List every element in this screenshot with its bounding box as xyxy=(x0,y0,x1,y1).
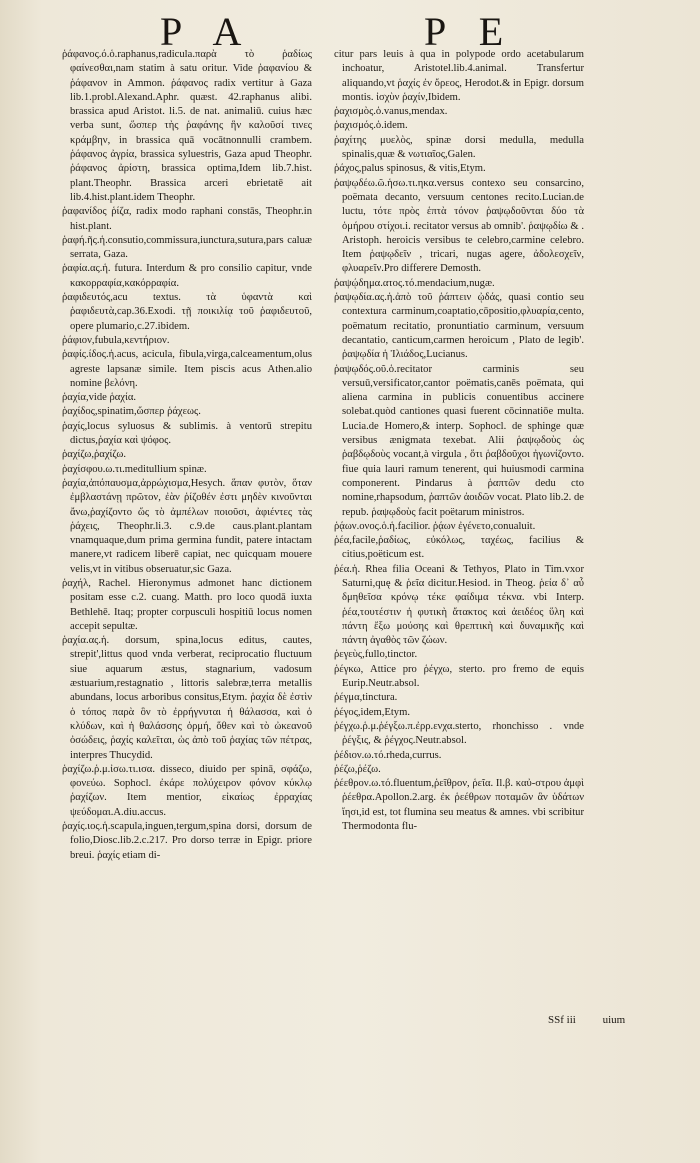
dictionary-entry: ῥαχήλ, Rachel. Hieronymus admonet hanc dictionem positam esse c.2. cuang. Matth. pro loco quodā iuxta Bethlehē. Itaq; propter corpusculi hospitiū locus nomen accepit sepultæ. xyxy=(62,577,312,632)
dictionary-entry: ῥέδιον.ω.τό.rheda,currus. xyxy=(334,749,442,761)
signature-mark: SSf iii xyxy=(548,1014,576,1026)
dictionary-entry: ῥεγεὺς,fullo,tinctor. xyxy=(334,649,418,661)
dictionary-entry: ῥαψῳδέω.ῶ.ἡσω.τι.ηκα.versus contexo seu consarcino, poëmata decanto, versuum centones recito.Lucian.de luctu, τότε πρὸς ἑπτὰ τόνον ῥαψῳδοῦνται δύο τὰ ὁμήρου στίχοι.i. recitator versus ab omnib'. ῥαψῳδίω & . Aristoph. heroicis versibus te celebro,carmine celebro. Item ῥαψῳδεῖν , tricari, nugas agere, ἀδολεσχεῖν, φλυαρεῖν.Pro differere Demosth. xyxy=(334,177,584,275)
dictionary-entry: ῥαχίσφου.ω.τι.meditullium spinæ. xyxy=(62,463,207,475)
dictionary-entry: ῥάφιον,fubula,κεντήριον. xyxy=(62,334,170,346)
dictionary-entry: ῥαψῳδός.οῦ.ὁ.recitator carminis seu versuū,versificator,cantor poëmatis,canēs poëmata, qui aliena carmina in publicis conuentibus accinere solebat.quòd cantiones quasi fuerent cōcinnatiōe multa. Lucia.de Homero,& interp. Sophocl. de sphinge quæ versibus ænigmata texebat. Alii ῥαψῳδοὺς ὡς ῥαβδῳδοὺς vocant,à virgula , ὅτι ῥαβδοῦχοι ἠγωνίζοντο. fiue quia lauri ramum tenerent, qui huiusmodi carmina componerent. Pindarus à ῥαπτῶν dedu cto nomine,rhapsodum, ῥαπτῶν ἀοιδῶν vocat. Plato lib.2. de repub. ῥαψῳδοὺς facit poëtarum ministros. xyxy=(334,363,584,518)
dictionary-entry: ῥαφανίδος ῥίζα, radix modo raphani constās, Theophr.in hist.plant. xyxy=(62,206,312,232)
dictionary-entry: ῥέγκω, Attice pro ῥέγχω, sterto. pro fremo de equis Eurip.Neutr.absol. xyxy=(334,663,584,690)
header-letters-right: P E xyxy=(424,9,516,54)
right-column xyxy=(334,48,584,834)
dictionary-entry: ῥαχισμός.ὁ.idem. xyxy=(334,120,408,132)
dictionary-entry: ῥαχία.ας.ἡ. dorsum, spina,locus editus, cautes, strepit',littus quod vnda verberat, reciprocatio fluctuum siue aquarum æstus, stagnarium, vadosum æstuarium,restagnatio , littoris salebræ,terra metallis abundans, locus arboribus consitus,Etym. ῥαχία δὲ ἐστὶν ὁ τόπος παρὰ ὃν τὸ ἐρρήγνυται ἡ θάλασσα, καὶ ὁ κλύδων, καὶ ἡ θαλάσσης ὁρμή, ὅθεν καὶ τὸ ὠκεανοῦ ὀσώδεις, ῥαχίς καλεῖται, ὡς ἀπὸ τοῦ ῥαχίας τῶν πέτρας, interpres Thucydid. xyxy=(62,635,312,761)
dictionary-entry: ῥαχίς,locus syluosus & sublimis. à ventorū strepitu dictus,ῥαχία καὶ ψόφος. xyxy=(62,420,312,447)
dictionary-entry: ῥαχίζω.ῥ.μ.ἰσω.τι.ισα. disseco, diuido per spinā, σφάζω, φονεύω. Sophocl. ἐκάρε πολύχειρον φόνον κύκλῳ ῥαχίζων. Item mentior, εἰκαίως ἐρραχίας ψεύδομαι.A.diu.accus. xyxy=(62,763,312,818)
dictionary-entry: ῥαχία,vide ῥαχία. xyxy=(62,392,137,404)
header-letters-left: P A xyxy=(160,9,254,54)
left-column xyxy=(62,48,312,863)
dictionary-entry: ῥαχισμὸς.ὁ.vanus,mendax. xyxy=(334,106,448,118)
dictionary-entry: ῥαφία.ας.ἡ. futura. Interdum & pro consilio capitur, vnde κακορραφία,κακόρραφία. xyxy=(62,263,312,289)
dictionary-entry: ῥαχία,ἀπόπαυσμα,ἀρρώχισμα,Hesych. ἅπαν φυτὸν, ὅταν ἐμβλαστάνῃ πρῶτον, ἐὰν ῥίζοθέν ἐστι μηδὲν κινοῦνται ἄνω,ῥαχίζοντο ὥς τὸ ἀμπέλων ποιοῦσι, ἀφιέντες τὰς ῥάχεις, Theophr.li.3. c.9.de caus.plant.plantam vnamquaque,dum prima germina fundit, patere intactam manere,vt radicem liberē capiat, nec quicquam mouere velis,vt in vitibus obseruatur,sic Gaza. xyxy=(62,477,312,575)
dictionary-entry: ῥαχίς.ιος.ἡ.scapula,inguen,tergum,spina dorsi, dorsum de folio,Diosc.lib.2.c.217. Pro dorso terræ in Epigr. priore breui. ῥαχίς etiam di- xyxy=(62,821,312,861)
dictionary-entry: ῥαψῴδημα.ατος.τό.mendacium,nugæ. xyxy=(334,277,495,289)
dictionary-entry: ῥαψῳδία.ας.ἡ.ἀπὸ τοῦ ῥάπτειν ᾠδάς, quasi contio seu contextura carminum,coaptatio,cōpositio,φλυαρία,cento, poëmatum recitatio, pronuntiatio carminum, versuum decantatio, canticum,carmen heroicum , Plato de legib'. ῥαψῳδία ἡ Ἰλιάδος,Lucianus. xyxy=(334,292,584,361)
dictionary-entry: ῥέα.ἡ. Rhea filia Oceani & Tethyos, Plato in Tim.vxor Saturni,quę & ῥεῖα dicitur.Hesiod. in Theog. ῥεία δ᾽ αὖ δμηθεῖσα κρόνῳ τέκε φαίδιμα τέκνα. vbi Interp. ῥέα,τουτέστιν ἡ φυτικὴ ἄτακτος καὶ ἀειδέος ὕλη καὶ πάντη ἔξω μούσης καὶ θρεπτικὴ καὶ δυναμικῆς καὶ πάντη ἀγαθὸς τῶν ζώων. xyxy=(334,563,584,647)
dictionary-entry: ῥαφή.ῆς.ἡ.consutio,commissura,iunctura,sutura,pars caluæ serrata, Gaza. xyxy=(62,234,312,261)
catchword: uium xyxy=(602,1014,626,1026)
dictionary-entry: ῥέα,facile,ῥαδίως, εὐκόλως, ταχέως, facilius & citius,poëticum est. xyxy=(334,535,584,561)
dictionary-entry: ῥέζω,ῥέζω. xyxy=(334,763,381,775)
dictionary-entry: ῥέγχω.ῥ.μ.ῥέγξω.π.ἐρρ.ενχα.sterto, rhonchisso . vnde ῥέγξις, & ῥέγχος.Neutr.absol. xyxy=(334,720,584,747)
dictionary-entry: ῥάχος,palus spinosus, & vitis,Etym. xyxy=(334,163,486,175)
page-footer xyxy=(548,1014,649,1026)
dictionary-entry: ῥέεθρον.ω.τό.fluentum,ῥεῖθρον, ῥεῖα. Il.β. καὐ-στρου ἀμφὶ ῥέεθρα.Apollon.2.arg. ἐκ ῥεέθρων ποταμῶν ἃν ὑδάτων ἴησι,id est, tot flumina seu meatus & amnes. vbi scribitur Thermodonta flu- xyxy=(334,778,584,833)
dictionary-entry: ῥαφιδευτός,acu textus. τὰ ὑφαντὰ καὶ ῥαφιδευτὰ,cap.36.Exodi. τῇ ποικιλίᾳ τοῦ ῥαφιδευτοῦ, opere plumario,c.27.ibidem. xyxy=(62,292,312,332)
dictionary-entry: ῥαφίς.ίδος.ἡ.acus, acicula, fibula,virga,calceamentum,olus agreste lapsanæ simile. Item piscis acus Athen.alio nomine βελόνη. xyxy=(62,349,312,389)
dictionary-entry: ῥαχίδος,spinatim,ὥσπερ ῥάχεως. xyxy=(62,406,201,418)
dictionary-entry: citur pars leuis à qua in polypode ordo acetabularum inchoatur, Aristotel.lib.4.animal. Transfertur aliquando,vt ῥαχίς ἐν ὄρεος, Herodot.& in Epigr. dorsum montis. ἰσχὺν ῥαχίν,Ibidem. xyxy=(334,49,584,103)
dictionary-entry: ῥαχίτης μυελὸς, spinæ dorsi medulla, medulla spinalis,quæ & νωτιαῖος,Galen. xyxy=(334,134,584,161)
dictionary-entry: ῥαχίζω,ῥαχίζω. xyxy=(62,449,127,461)
dictionary-entry: ῥάφανος.ό.ὁ.raphanus,radicula.παρὰ τὸ ῥαδίως φαίνεσθαι,nam statim à satu oritur. Vide ῥαφανίου & ῥάφανον in Ammon. ῥάφανος radix vertitur à Gaza lib.1.probl.Alexand.Aphr. quæst. 42.raphanus alibi. brassica apud Aristot. li.5. de nat. animaliū. cuius hæc verba sunt, ὥσπερ τὴς ῥαφάνης ἣν καλοῦσί τινες κράμβην, in brassica quā vocātnonnulli crambem. ῥάφανος ἀγρία, brassica syluestris, Gaza apud Theophr. ῥάφανος ἀρίστη, brassica optima,Idem lib.7.hist. plant.Theophr. Brassica arceri ebrietatē ait lib.4.hist.plant.idem Theophr. xyxy=(62,49,312,203)
dictionary-entry: ῥέγμα,tinctura. xyxy=(334,692,398,704)
dictionary-entry: ῥᾴων.ονος.ὁ.ἡ.facilior. ῥᾴων ἐγένετο,conualuit. xyxy=(334,520,536,532)
dictionary-entry: ῥέγος,idem,Etym. xyxy=(334,706,410,718)
